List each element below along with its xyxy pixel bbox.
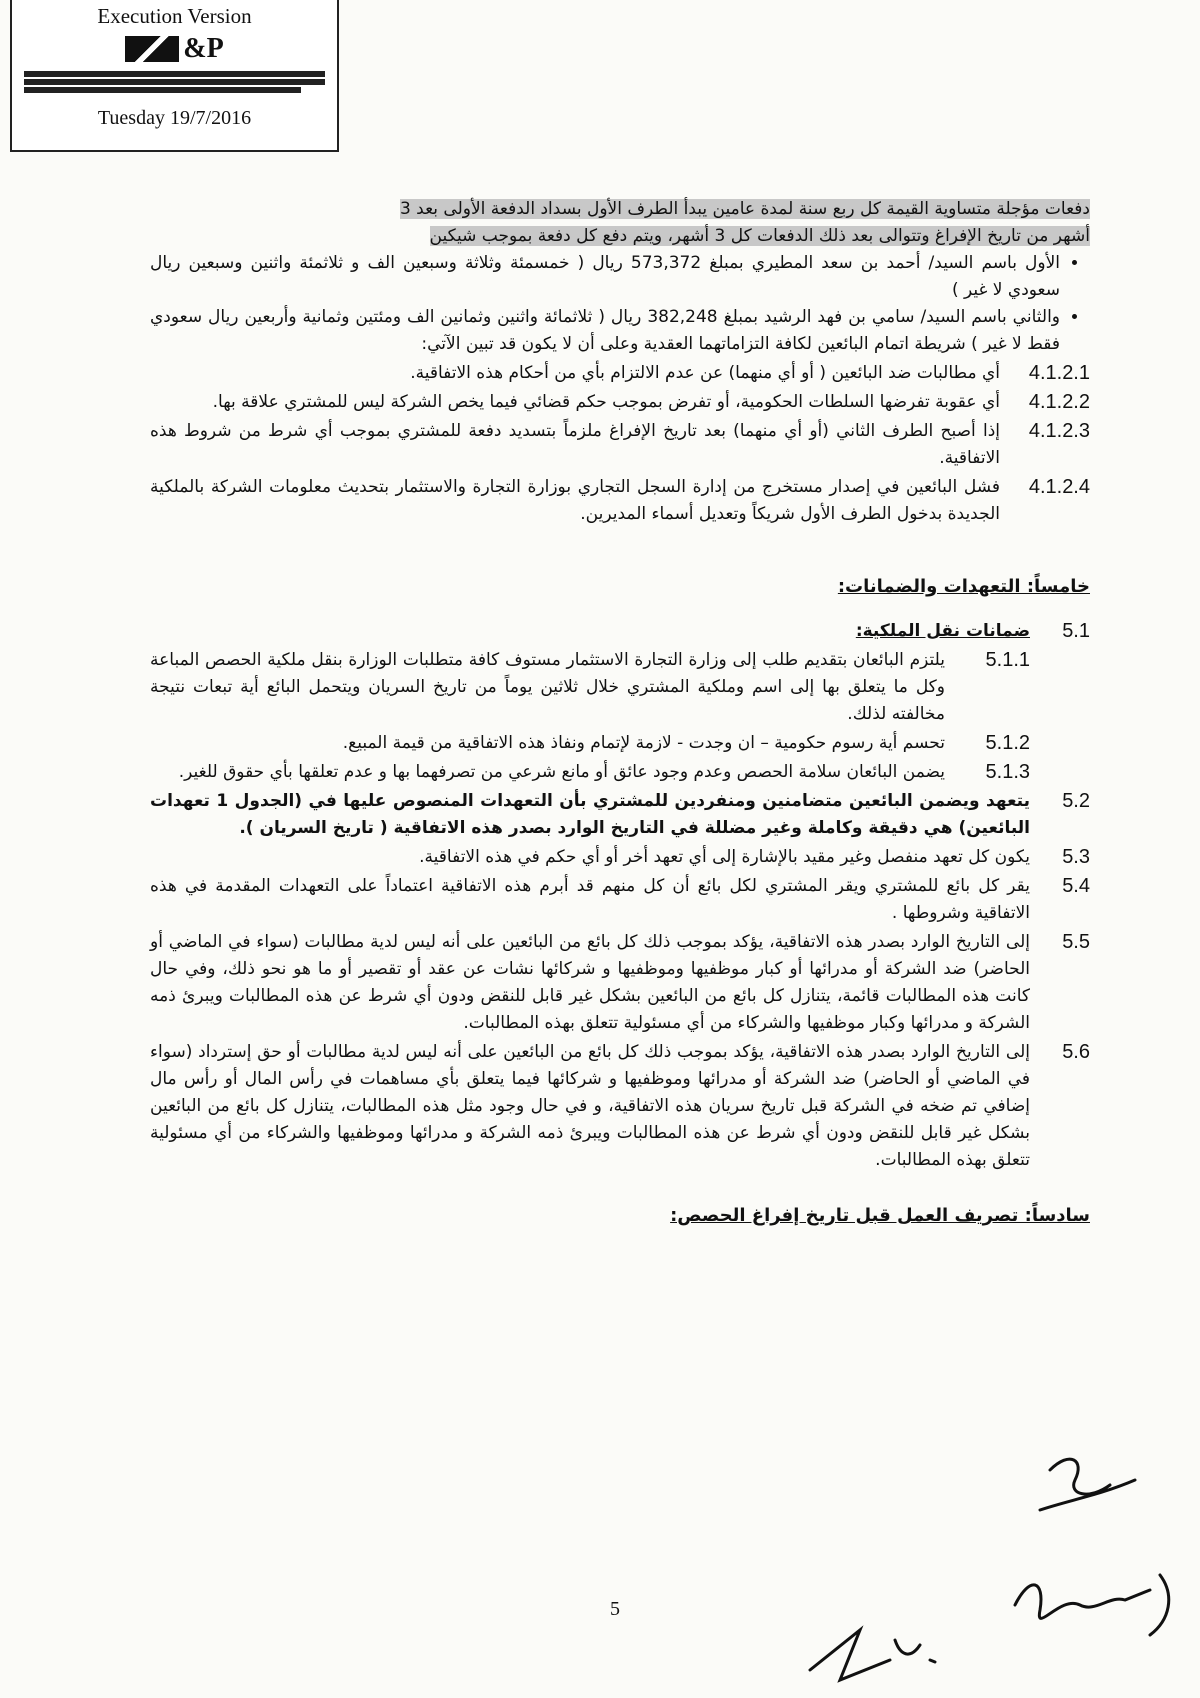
- clause-text: أي مطالبات ضد البائعين ( أو أي منهما) عن عدم الالتزام بأي من أحكام هذه الاتفاقية.: [410, 363, 1000, 383]
- signature-initial-2: [1000, 1565, 1180, 1645]
- clause-text: تحسم أية رسوم حكومية – ان وجدت - لازمة لإتمام ونفاذ هذه الاتفاقية من قيمة المبيع.: [342, 733, 945, 753]
- payee-item: • الأول باسم السيد/ أحمد بن سعد المطيري بمبلغ 573,372 ريال ( خمسمئة وثلاثة وسبعين الف و ثلاثمئة واثنين وسبعين ريال سعودي لا غير ): [150, 250, 1060, 304]
- clause-row: [150, 844, 1090, 871]
- payee-list: [150, 250, 1090, 358]
- clause-number: 5.1: [1062, 620, 1090, 642]
- firm-logo: [12, 33, 337, 65]
- section-5-items: [150, 788, 1090, 1174]
- clause-text: يضمن البائعان سلامة الحصص وعدم وجود عائق أو مانع شرعي من تصرفهما بها و عدم تعلقها بأي حقوق للغير.: [178, 762, 945, 782]
- logo-mark: [125, 36, 179, 62]
- clause-number: 4.1.2.2: [1028, 391, 1090, 413]
- clause-number: 4.1.2.4: [1028, 476, 1090, 498]
- clause-text: إلى التاريخ الوارد بصدر هذه الاتفاقية، يؤكد بموجب ذلك كل بائع من البائعين على أنه ليس لدية مطالبات (سواء في الماضي أو الحاضر) ضد الشركة أو مدرائها أو كبار موظفيها وموظفيها و شركائها نشات عن عقد أو تقصير أو ما هو نحو ذلك، وفي حال كانت هذه المطالبات قائمة، يتنازل كل بائع من البائعين بشكل غير قابل للنقض ودون أي شرط عن هذه المطالبات ويبرئ ذمه الشركة و مدرائها وكبار موظفيها والشركاء من أي مسئولية تتعلق بهذه المطالبات.: [150, 932, 1030, 1033]
- clause-row: [150, 1039, 1090, 1174]
- condition-row: [150, 389, 1090, 416]
- clause-text: يتعهد ويضمن البائعين متضامنين ومنفردين للمشتري بأن التعهدات المنصوص عليها في (الجدول 1 تعهدات البائعين) هي دقيقة وكاملة وغير مضللة في التاريخ الوارد بصدر هذه الاتفاقية ( تاريخ السريان ).: [150, 791, 1030, 838]
- clause-text: يكون كل تعهد منفصل وغير مقيد بالإشارة إلى أي تعهد أخر أو أي حكم في هذه الاتفاقية.: [419, 847, 1030, 867]
- clause-row: [150, 788, 1090, 842]
- firm-name-lines: [24, 71, 325, 93]
- execution-version-label: Execution Version: [97, 4, 252, 28]
- conditions-list: [150, 360, 1090, 528]
- clause-number: 5.3: [1062, 846, 1090, 868]
- clause-number: 5.6: [1062, 1041, 1090, 1063]
- intro-line-2: أشهر من تاريخ الإفراغ وتتوالى بعد ذلك الدفعات كل 3 أشهر، ويتم دفع كل دفعة بموجب شيكين: [429, 226, 1090, 246]
- condition-row: [150, 418, 1090, 472]
- condition-row: [150, 474, 1090, 528]
- clause-number: 5.1.3: [985, 761, 1030, 783]
- section-6-heading: سادساً: تصريف العمل قبل تاريخ إفراغ الحصص:: [670, 1205, 1090, 1226]
- clause-number: 4.1.2.1: [1028, 362, 1090, 384]
- intro-paragraph: [150, 196, 1090, 250]
- execution-stamp: [10, 0, 339, 152]
- signature-initial-1: [1030, 1440, 1140, 1530]
- clause-row: [150, 929, 1090, 1037]
- clause-number: 5.1.1: [985, 649, 1030, 671]
- stamp-date: Tuesday 19/7/2016: [97, 107, 252, 129]
- clause-number: 4.1.2.3: [1028, 420, 1090, 442]
- clause-number: 5.2: [1062, 790, 1090, 812]
- section-5-1-title: ضمانات نقل الملكية:: [855, 621, 1030, 641]
- condition-row: [150, 360, 1090, 387]
- logo-text: &P: [183, 33, 224, 64]
- page-number: 5: [610, 1598, 620, 1620]
- clause-row: [150, 759, 1030, 786]
- clause-text: إلى التاريخ الوارد بصدر هذه الاتفاقية، يؤكد بموجب ذلك كل بائع من البائعين على أنه ليس لدية مطالبات أو حق إسترداد (سواء في الماضي أو الحاضر) ضد الشركة أو مدرائها وموظفيها و شركائها فيما يتعلق بأي مساهمات في رأس المال أو رأس مال إضافي تم ضخه في الشركة قبل تاريخ سريان هذه الاتفاقية، و في حال وجود مثل هذه المطالبات، يتنازل كل بائع من البائعين بشكل غير قابل للنقض ودون أي شرط عن هذه المطالبات ويبرئ ذمه الشركة و مدرائها وموظفيها والشركاء من أي مسئولية تتعلق بهذه المطالبات.: [150, 1042, 1030, 1170]
- intro-line-1: دفعات مؤجلة متساوية القيمة كل ربع سنة لمدة عامين يبدأ الطرف الأول بسداد الدفعة الأولى بعد 3: [399, 199, 1090, 219]
- clause-row: [150, 647, 1030, 728]
- document-body: [150, 196, 1090, 1229]
- section-5-1-items: [150, 647, 1090, 786]
- clause-row: [150, 730, 1030, 757]
- section-5-1-title-row: [150, 618, 1090, 645]
- clause-text: يلتزم البائعان بتقديم طلب إلى وزارة التجارة الاستثمار مستوف كافة متطلبات الوزارة بنقل ملكية الحصص المباعة وكل ما يتعلق بها إلى اسم وملكية المشتري خلال ثلاثين يوماً من تاريخ السريان ويتحمل البائع أية تبعات نتيجة مخالفته لذلك.: [150, 650, 945, 724]
- clause-row: [150, 873, 1090, 927]
- clause-text: إذا أصبح الطرف الثاني (أو أي منهما) بعد تاريخ الإفراغ ملزماً بتسديد دفعة للمشتري بموجب أي شرط من شروط هذه الاتفاقية.: [150, 421, 1000, 468]
- clause-number: 5.1.2: [985, 732, 1030, 754]
- section-5-heading: خامساً: التعهدات والضمانات:: [837, 576, 1090, 597]
- clause-text: فشل البائعين في إصدار مستخرج من إدارة السجل التجاري بوزارة التجارة والاستثمار بتحديث معلومات الشركة بالملكية الجديدة بدخول الطرف الأول شريكاً وتعديل أسماء المديرين.: [150, 477, 1000, 524]
- clause-text: أي عقوبة تفرضها السلطات الحكومية، أو تفرض بموجب حكم قضائي فيما يخص الشركة ليس للمشتري علاقة بها.: [212, 392, 1000, 412]
- clause-number: 5.4: [1062, 875, 1090, 897]
- signature-initial-3: [800, 1600, 950, 1690]
- payee-item: • والثاني باسم السيد/ سامي بن فهد الرشيد بمبلغ 382,248 ريال ( ثلاثمائة واثنين وثمانين الف ومئتين وثمانية وأربعين ريال سعودي فقط لا غير ) شريطة اتمام البائعين لكافة التزاماتهما العقدية وعلى أن لا يكون قد تبين الآتي:: [150, 304, 1060, 358]
- clause-text: يقر كل بائع للمشتري ويقر المشتري لكل بائع أن كل منهم قد أبرم هذه الاتفاقية اعتماداً على التعهدات المقدمة في هذه الاتفاقية وشروطها .: [150, 876, 1030, 923]
- clause-number: 5.5: [1062, 931, 1090, 953]
